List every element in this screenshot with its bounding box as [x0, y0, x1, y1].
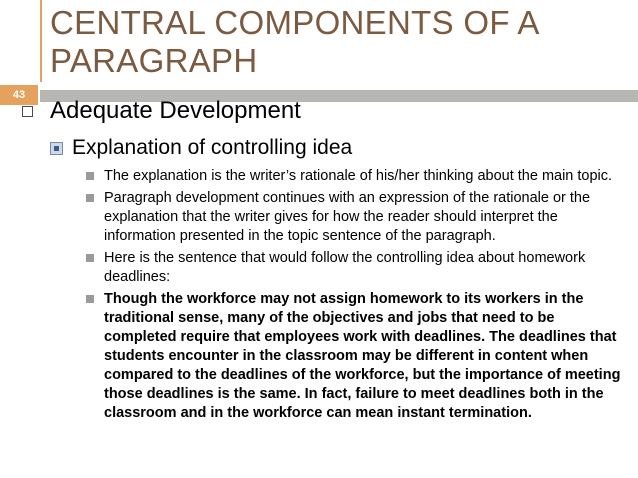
- accent-vertical-line: [40, 0, 42, 82]
- slide-title: CENTRAL COMPONENTS OF A PARAGRAPH: [50, 4, 538, 79]
- solid-square-bullet-icon: [86, 194, 94, 202]
- bullet-text: Though the workforce may not assign homework to its workers in the traditional sense, many of the objectives and jobs that need to be completed require that employees work with deadlines. The deadlines that students encounter in the classroom may be different in content when compared to the deadlines of the workforce, but the importance of meeting those deadlines is the same. In fact, failure to meet deadlines both in the classroom and in the workforce can mean instant termination.: [104, 291, 621, 421]
- bullet-text: The explanation is the writer’s rationale of his/her thinking about the main topic.: [104, 168, 613, 184]
- level2-text: Explanation of controlling idea: [72, 136, 353, 159]
- list-item: [82, 290, 622, 423]
- hollow-square-bullet-icon: [22, 106, 33, 117]
- solid-square-bullet-icon: [86, 172, 94, 180]
- bullet-text: Paragraph development continues with an expression of the rationale or the explanation that the writer gives for how the reader should interpret the information presented in the topic sentence of the paragraph.: [104, 190, 591, 244]
- bullet-list-level3: [82, 167, 622, 426]
- shaded-square-bullet-icon: [50, 142, 63, 155]
- level1-text: Adequate Development: [50, 97, 301, 124]
- list-item: [82, 167, 622, 186]
- list-item: [82, 249, 622, 287]
- solid-square-bullet-icon: [86, 254, 94, 262]
- slide-number: 43: [0, 85, 38, 105]
- list-item: [82, 189, 622, 246]
- solid-square-bullet-icon: [86, 295, 94, 303]
- bullet-text: Here is the sentence that would follow the controlling idea about homework deadlines:: [104, 250, 586, 285]
